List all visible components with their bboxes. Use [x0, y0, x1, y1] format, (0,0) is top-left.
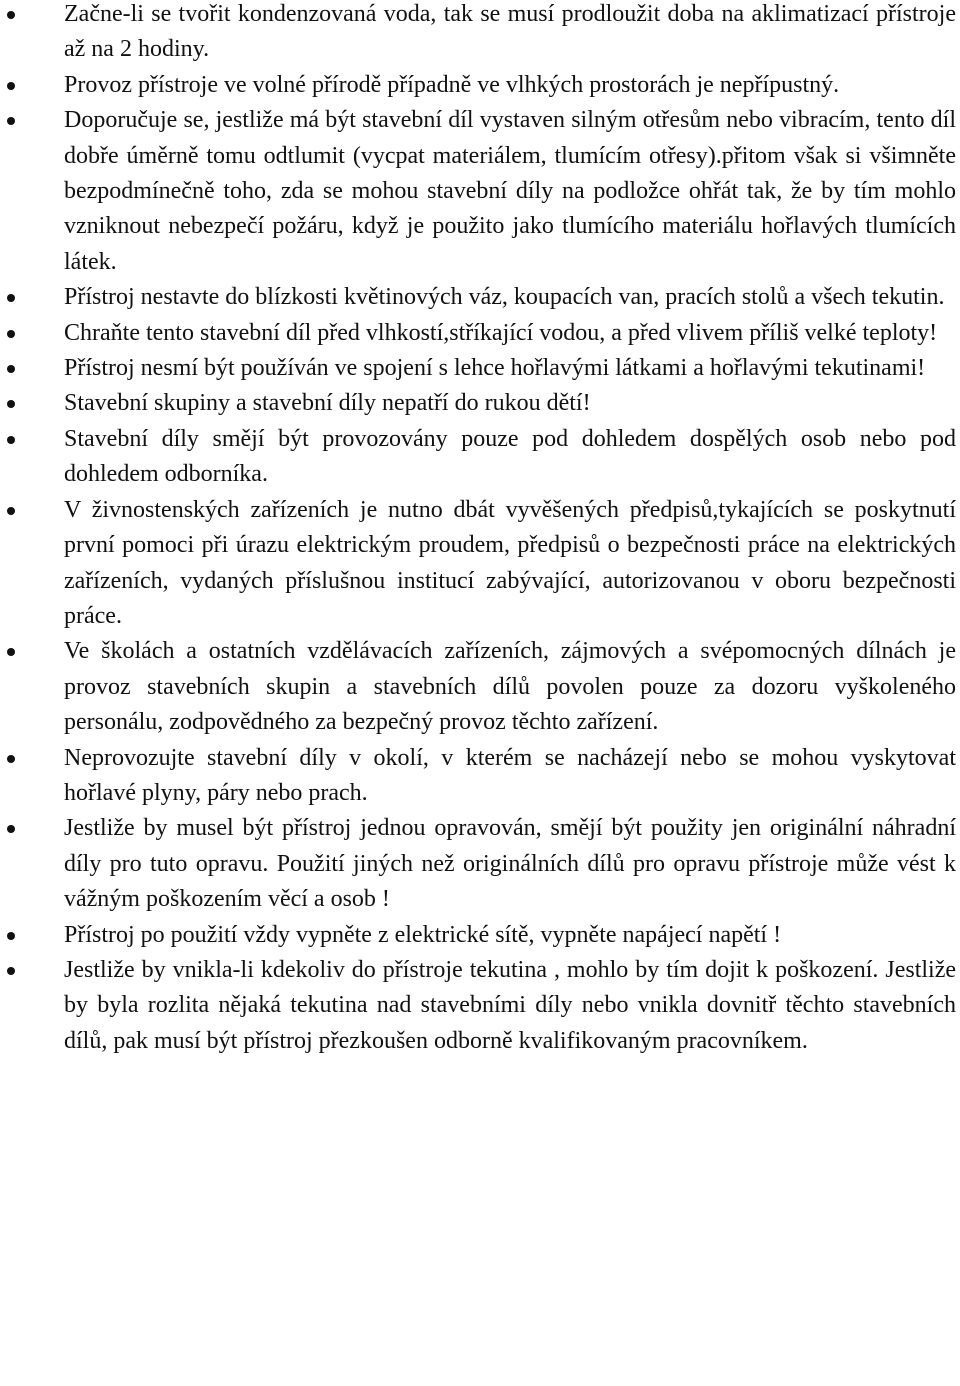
list-item-text: Doporučuje se, jestliže má být stavební díl vystaven silným otřesům nebo vibracím, tento díl dobře úměrně tomu odtlumit (vycpat materiálem, tlumícím otřesy).přitom však si všimněte bezpodmínečně toho, zda se mohou stavební díly na podložce ohřát tak, že by tím mohlo vzniknout nebezpečí požáru, když je použito jako tlumícího materiálu hořlavých tlumících látek.	[64, 107, 956, 275]
bullet-icon	[7, 11, 15, 19]
list-item	[0, 953, 960, 1059]
list-item	[0, 0, 960, 68]
bullet-icon	[7, 755, 15, 763]
bullet-icon	[7, 82, 15, 90]
list-item	[0, 634, 960, 740]
list-item	[0, 918, 960, 953]
list-item-text: Jestliže by vnikla-li kdekoliv do přístroje tekutina , mohlo by tím dojit k poškození. Jestliže by byla rozlita nějaká tekutina nad stavebními díly nebo vnikla dovnitř těchto stavebních dílů, pak musí být přístroj přezkoušen odborně kvalifikovaným pracovníkem.	[64, 956, 956, 1054]
bullet-icon	[7, 365, 15, 373]
bullet-icon	[7, 330, 15, 338]
list-item-text: Stavební díly smějí být provozovány pouze pod dohledem dospělých osob nebo pod dohledem odborníka.	[64, 425, 956, 488]
bullet-icon	[7, 400, 15, 408]
list-item	[0, 280, 960, 315]
list-item-text: Provoz přístroje ve volné přírodě případně ve vlhkých prostorách je nepřípustný.	[64, 71, 840, 98]
list-item	[0, 103, 960, 280]
list-item-text: Neprovozujte stavební díly v okolí, v kterém se nacházejí nebo se mohou vyskytovat hořlavé plyny, páry nebo prach.	[64, 744, 956, 806]
list-item-text: Jestliže by musel být přístroj jednou opravován, smějí být použity jen originální náhradní díly pro tuto opravu. Použití jiných než originálních dílů pro opravu přístroje může vést k vážným poškozením věcí a osob !	[64, 815, 956, 913]
bullet-icon	[7, 825, 15, 833]
list-item	[0, 68, 960, 103]
bullet-icon	[7, 294, 15, 302]
list-item	[0, 316, 960, 351]
list-item	[0, 351, 960, 386]
bullet-icon	[7, 507, 15, 515]
bullet-icon	[7, 117, 15, 125]
list-item	[0, 741, 960, 812]
list-item-text: Ve školách a ostatních vzdělávacích zařízeních, zájmových a svépomocných dílnách je provoz stavebních skupin a stavebních dílů povolen pouze za dozoru vyškoleného personálu, zodpovědného za bezpečný provoz těchto zařízení.	[64, 638, 956, 736]
list-item-text: V živnostenských zařízeních je nutno dbát vyvěšených předpisů,tykajících se poskytnutí první pomoci při úrazu elektrickým proudem, předpisů o bezpečnosti práce na elektrických zařízeních, vydaných příslušnou institucí zabývající, autorizovanou v oboru bezpečnosti práce.	[64, 496, 956, 629]
list-item	[0, 811, 960, 917]
bullet-icon	[7, 436, 15, 444]
list-item-text: Začne-li se tvořit kondenzovaná voda, tak se musí prodloužit doba na aklimatizací přístroje až na 2 hodiny.	[64, 1, 956, 63]
bullet-icon	[7, 932, 15, 940]
list-item	[0, 422, 960, 493]
list-item	[0, 386, 960, 421]
bullet-icon	[7, 967, 15, 975]
list-item-text: Přístroj nestavte do blízkosti květinových váz, koupacích van, pracích stolů a všech tekutin.	[64, 284, 945, 311]
bullet-icon	[7, 648, 15, 656]
list-item	[0, 493, 960, 635]
list-item-text: Chraňte tento stavební díl před vlhkostí,stříkající vodou, a před vlivem příliš velké teploty!	[64, 319, 938, 346]
list-item-text: Přístroj nesmí být používán ve spojení s lehce hořlavými látkami a hořlavými tekutinami!	[64, 355, 926, 382]
list-item-text: Stavební skupiny a stavební díly nepatří do rukou dětí!	[64, 390, 591, 417]
list-item-text: Přístroj po použití vždy vypněte z elektrické sítě, vypněte napájecí napětí !	[64, 921, 782, 948]
